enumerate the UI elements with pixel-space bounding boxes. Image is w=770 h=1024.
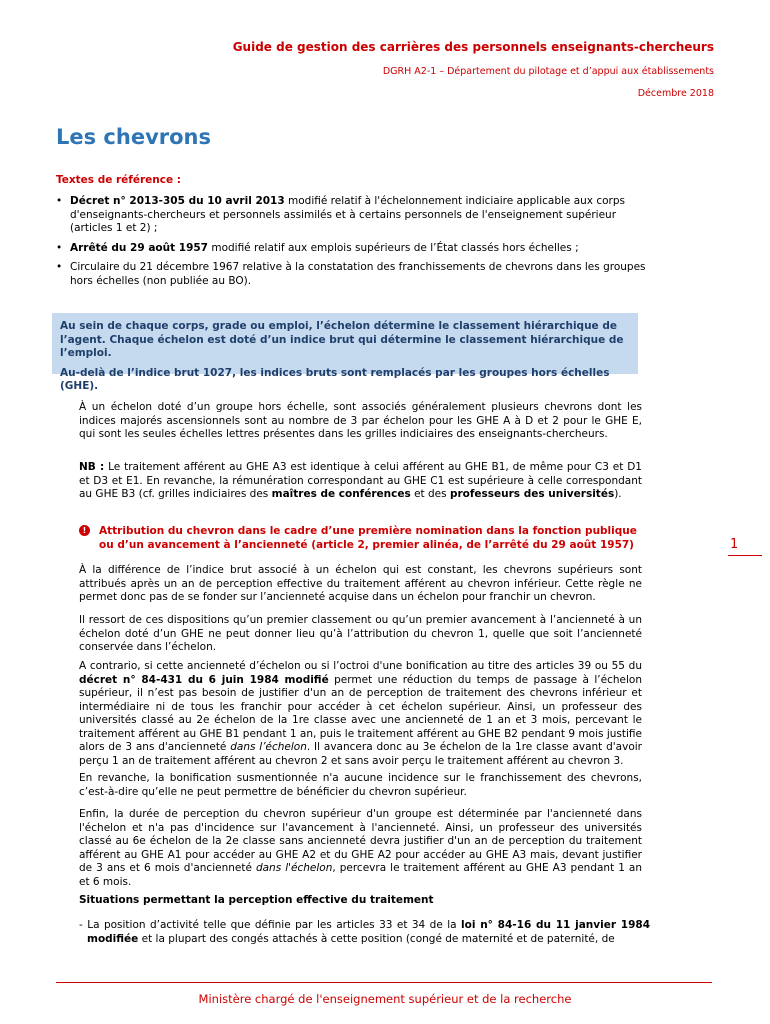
contrario-decree: décret n° 84-431 du 6 juin 1984 modifié — [79, 673, 329, 686]
contrario-text-3: . Il avancera donc au 3e échelon de la 1re classe avant d'avoir perçu 1 an de traitement afférent au chevron 2 et sans avoir perçu le traitement afférent au chevron 3. — [79, 741, 642, 767]
revanche-paragraph: En revanche, la bonification susmentionnée n'a aucune incidence sur le franchissement des chevrons, c’est-à-dire qu’elle ne peut permettre de bénéficier du chevron supérieur. — [79, 772, 642, 798]
enfin-italic: dans l'échelon — [255, 862, 333, 874]
reference-item — [56, 195, 646, 236]
page-number: 1 — [730, 537, 739, 552]
exclamation-icon: ! — [79, 525, 90, 536]
contrario-text-1: A contrario, si cette ancienneté d’échelon ou si l’octroi d'une bonification au titre des articles 39 ou 55 du — [79, 660, 642, 672]
header-title: Guide de gestion des carrières des personnels enseignants-chercheurs — [232, 40, 714, 54]
enfin-text-1: Enfin, la durée de perception du chevron supérieur d'un groupe est déterminée par l'ancienneté dans l'échelon et n'a pas d'incidence sur l'avancement à l'ancienneté. Ainsi, un professeur des universités classé au 6e échelon de la 2e classe sans ancienneté devra justifier d'un an de perception du traitement afférent au GHE A1 pour accéder au GHE A2 et du GHE A2 pour accéder au GHE A3 mais, devant justifier de 3 ans et 6 mois d'ancienneté — [79, 808, 642, 874]
nb-bold-2: professeurs des universités — [449, 488, 615, 500]
nb-bold-1: maîtres de conférences — [271, 488, 411, 500]
nb-label: NB : — [79, 461, 105, 473]
difference-paragraph: À la différence de l’indice brut associé à un échelon qui est constant, les chevrons supérieurs sont attribués après un an de perception effective du traitement afférent au chevron inférieur. Cette règle ne permet donc pas de se fonder sur l’ancienneté acquise dans un échelon pour franchir un chevron. — [79, 564, 642, 603]
situations-heading: Situations permettant la perception effective du traitement — [79, 894, 434, 906]
reference-item — [56, 261, 646, 288]
header-department: DGRH A2-1 – Département du pilotage et d’appui aux établissements — [382, 66, 714, 77]
reference-item-text: modifié relatif aux emplois supérieurs de l’État classés hors échelles ; — [208, 241, 579, 254]
definition-callout — [52, 313, 638, 392]
contrario-italic: dans l’échelon — [230, 741, 307, 753]
reference-item — [56, 242, 646, 256]
nb-text-2: et des — [410, 488, 450, 500]
section-1-title: Attribution du chevron dans le cadre d’une première nomination dans la fonction publique ou d’un avancement à l’ancienneté (article 2, premier alinéa, de l’arrêté du 29 août 1957) — [99, 525, 637, 551]
nb-paragraph — [79, 461, 642, 502]
header-date: Décembre 2018 — [637, 88, 714, 99]
intro-paragraph: À un échelon doté d’un groupe hors échelle, sont associés généralement plusieurs chevrons dont les indices majorés ascensionnels sont au nombre de 3 par échelon pour les GHE A à D et 2 pour le GHE E, qui sont les seules échelles lettres présentes dans les grilles indiciaires des enseignants-chercheurs. — [79, 401, 642, 440]
references-list — [56, 195, 646, 294]
situations-item-text-2: et la plupart des congés attachés à cette position (congé de maternité et de paternité, de — [138, 932, 615, 945]
reference-item-bold: Arrêté du 29 août 1957 — [70, 241, 208, 254]
contrario-text-2: permet une réduction du temps de passage à l’échelon supérieur, il n’est pas besoin de justifier d'un an de perception de traitement des chevrons inférieur et intermédiaire ni de tous les franchir pour accéder à cet échelon supérieur. Ainsi, un professeur des universités classé au 2e échelon de la 1re classe avec une ancienneté de 1 an et 3 mois, percevant le traitement afférent au GHE B1 pendant 1 an, puis le traitement afférent au GHE B2 pendant 9 mois justifie alors de 3 ans d'ancienneté — [79, 673, 642, 753]
situations-item-law: loi n° 84-16 du 11 janvier 1984 modifiée — [87, 919, 651, 945]
reference-item-text: modifié relatif à l'échelonnement indiciaire applicable aux corps d'enseignants-chercheurs et personnels assimilés et à certains personnels de l'enseignement supérieur (articles 1 et 2) ; — [70, 195, 626, 234]
references-heading: Textes de référence : — [56, 174, 181, 186]
callout-line-1: Au sein de chaque corps, grade ou emploi, l’échelon détermine le classement hiérarchique de l’agent. Chaque échelon est doté d’un indice brut qui détermine le classement hiérarchique de l’emploi. — [60, 320, 624, 359]
nb-text-1: Le traitement afférent au GHE A3 est identique à celui afférent au GHE B1, de même pour C3 et D1 et D3 et E1. En revanche, la rémunération correspondant au GHE C1 est supérieure à celle correspondant au GHE B3 (cf. grilles indiciaires des — [79, 461, 642, 500]
enfin-paragraph — [79, 808, 642, 889]
reference-item-bold: Décret n° 2013-305 du 10 avril 2013 — [70, 195, 285, 207]
footer-rule — [56, 982, 712, 983]
page-number-rule — [728, 555, 762, 556]
situations-item — [79, 919, 650, 946]
enfin-text-2: , percevra le traitement afférent au GHE A3 pendant 1 an et 6 mois. — [79, 862, 642, 888]
ressort-paragraph: Il ressort de ces dispositions qu’un premier classement ou qu’un premier avancement à l’ancienneté à un échelon doté d’un GHE ne peut donner lieu qu’à l’attribution du chevron 1, quelle que soit l’ancienneté conservée dans l’échelon. — [79, 614, 642, 653]
section-1-heading — [79, 525, 649, 552]
page-title: Les chevrons — [56, 125, 211, 149]
callout-line-2: Au-delà de l’indice brut 1027, les indices bruts sont remplacés par les groupes hors échelles (GHE). — [60, 366, 610, 392]
nb-text-3: ). — [614, 488, 622, 500]
footer-text: Ministère chargé de l'enseignement supérieur et de la recherche — [198, 992, 572, 1006]
situations-item-text-1: - La position d’activité telle que définie par les articles 33 et 34 de la — [79, 919, 462, 931]
contrario-paragraph — [79, 660, 642, 768]
reference-item-text: Circulaire du 21 décembre 1967 relative à la constatation des franchissements de chevrons dans les groupes hors échelles (non publiée au BO). — [70, 261, 646, 287]
